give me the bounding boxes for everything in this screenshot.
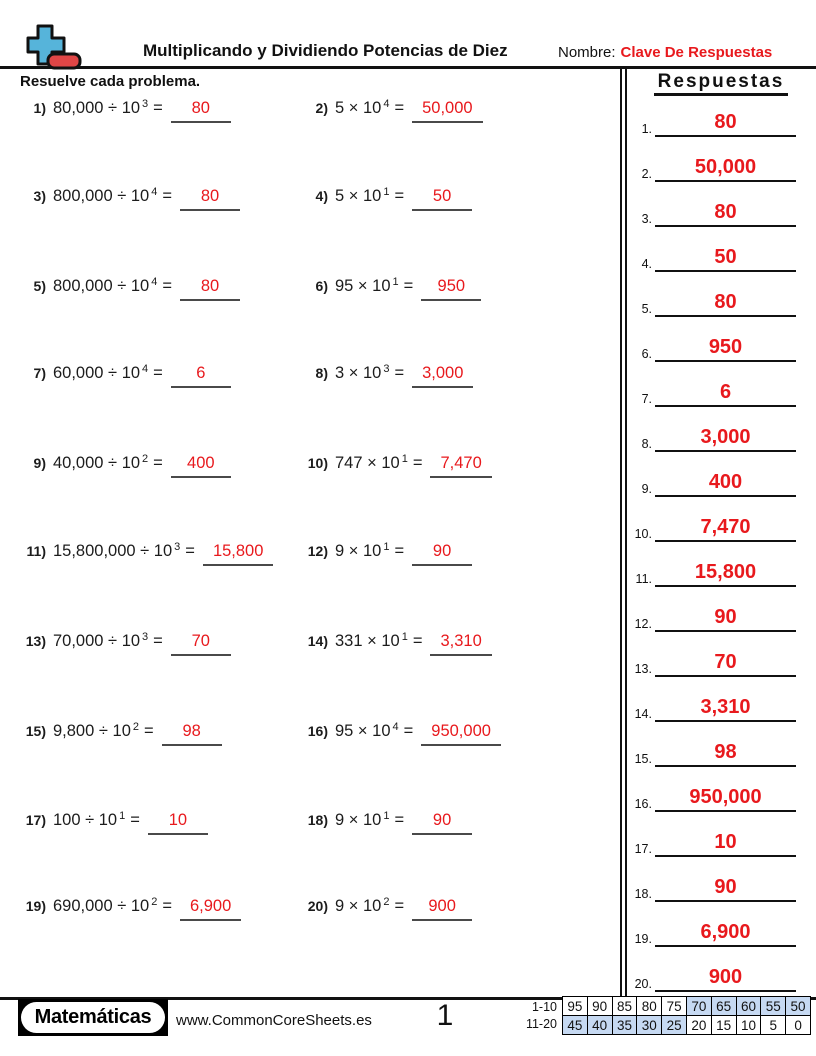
answer-value: 80 — [655, 109, 796, 137]
problem-number: 8) — [315, 365, 328, 381]
answer-number: 16. — [634, 797, 652, 811]
answer-value: 50 — [655, 244, 796, 272]
equals-sign: = — [153, 99, 163, 117]
vertical-divider — [620, 67, 627, 997]
answer-value: 7,470 — [655, 514, 796, 542]
answer-list-item — [628, 242, 796, 272]
answer-value: 10 — [655, 829, 796, 857]
problem-row — [18, 277, 240, 301]
problem-answer-blank: 7,470 — [430, 454, 491, 478]
problem-answer-blank: 80 — [180, 187, 240, 211]
equals-sign: = — [394, 542, 405, 560]
problem-number: 13) — [25, 633, 46, 649]
score-cell: 85 — [613, 997, 637, 1015]
problem-number: 18) — [307, 812, 328, 828]
equals-sign: = — [394, 897, 405, 915]
score-cell: 75 — [662, 997, 686, 1015]
problem-number: 15) — [25, 723, 46, 739]
answer-number: 11. — [635, 572, 652, 586]
answer-number: 13. — [634, 662, 652, 676]
problem-number: 5) — [33, 278, 46, 294]
problem-answer-blank: 50,000 — [412, 99, 482, 123]
problem-row — [18, 542, 273, 566]
problem-number: 9) — [33, 455, 46, 471]
problem-expression: 60,000 ÷ 10 $^4$ = — [53, 363, 163, 382]
exponent: 4 — [142, 363, 149, 375]
answer-number: 5. — [641, 302, 652, 316]
problem-answer-blank: 15,800 — [203, 542, 273, 566]
answer-value: 3,000 — [655, 424, 796, 452]
answer-list-item — [628, 287, 796, 317]
exponent: 3 — [142, 98, 149, 110]
problem-row — [18, 811, 208, 835]
page-number: 1 — [436, 999, 454, 1032]
problem-expression: 80,000 ÷ 10 $^3$ = — [53, 98, 163, 117]
answer-number: 20. — [634, 977, 652, 991]
exponent: 1 — [383, 810, 390, 822]
problem-answer-blank: 3,310 — [430, 632, 491, 656]
score-cell: 40 — [588, 1016, 612, 1034]
problem-expression: 331 × 10 $^1$ = — [335, 631, 423, 650]
score-cell: 90 — [588, 997, 612, 1015]
score-cell: 10 — [737, 1016, 761, 1034]
problem-answer-blank: 80 — [180, 277, 240, 301]
score-cell: 25 — [662, 1016, 686, 1034]
score-cell: 50 — [786, 997, 810, 1015]
equals-sign: = — [130, 811, 140, 829]
answer-list-item — [628, 602, 796, 632]
exponent: 3 — [383, 363, 390, 375]
score-cell: 0 — [786, 1016, 810, 1034]
exponent: 1 — [383, 186, 390, 198]
answers-panel-title: Respuestas — [630, 71, 812, 93]
problem-expression: 15,800,000 ÷ 10 $^3$ = — [53, 541, 195, 560]
problem-number: 2) — [315, 100, 328, 116]
equals-sign: = — [403, 277, 414, 295]
exponent: 3 — [174, 541, 181, 553]
problem-answer-blank: 3,000 — [412, 364, 473, 388]
answer-list-item — [628, 107, 796, 137]
score-table — [562, 996, 811, 1035]
problem-expression: 5 × 10 $^4$ = — [335, 98, 405, 117]
equals-sign: = — [153, 632, 163, 650]
problem-row — [18, 364, 231, 388]
answer-number: 15. — [634, 752, 652, 766]
score-cell: 60 — [737, 997, 761, 1015]
exponent: 2 — [151, 896, 158, 908]
equals-sign: = — [153, 364, 163, 382]
problem-row — [300, 542, 472, 566]
answer-list-item — [628, 377, 796, 407]
problem-expression: 40,000 ÷ 10 $^2$ = — [53, 453, 163, 472]
score-cell: 65 — [712, 997, 736, 1015]
problem-number: 20) — [307, 898, 328, 914]
answer-value: 950,000 — [655, 784, 796, 812]
answer-number: 12. — [634, 617, 652, 631]
problem-number: 1) — [33, 100, 46, 116]
equals-sign: = — [162, 897, 172, 915]
answer-number: 6. — [641, 347, 652, 361]
answer-number: 4. — [641, 257, 652, 271]
exponent: 1 — [383, 541, 390, 553]
answer-list-item — [628, 647, 796, 677]
problem-answer-blank: 50 — [412, 187, 472, 211]
score-cell: 5 — [761, 1016, 785, 1034]
exponent: 1 — [119, 810, 126, 822]
score-cell: 15 — [712, 1016, 736, 1034]
answer-list-item — [628, 332, 796, 362]
problem-expression: 100 ÷ 10 $^1$ = — [53, 810, 140, 829]
minus-icon — [48, 54, 80, 68]
problem-answer-blank: 70 — [171, 632, 231, 656]
equals-sign: = — [185, 542, 195, 560]
answer-list-item — [628, 467, 796, 497]
answer-value: 3,310 — [655, 694, 796, 722]
problem-row — [300, 187, 472, 211]
problem-expression: 800,000 ÷ 10 $^4$ = — [53, 186, 172, 205]
answer-value: 6,900 — [655, 919, 796, 947]
equals-sign: = — [153, 454, 163, 472]
problem-number: 4) — [315, 188, 328, 204]
exponent: 1 — [401, 453, 408, 465]
problem-number: 7) — [33, 365, 46, 381]
answer-number: 9. — [641, 482, 652, 496]
plus-minus-logo — [26, 24, 92, 74]
problem-expression: 95 × 10 $^1$ = — [335, 276, 414, 295]
answer-list-item — [628, 692, 796, 722]
problem-row — [300, 454, 492, 478]
header-rule — [0, 66, 816, 69]
answer-number: 8. — [641, 437, 652, 451]
problem-answer-blank: 80 — [171, 99, 231, 123]
answer-value: 950 — [655, 334, 796, 362]
brand-badge — [18, 999, 168, 1036]
answer-list-item — [628, 872, 796, 902]
problem-answer-blank: 900 — [412, 897, 472, 921]
problem-number: 3) — [33, 188, 46, 204]
problem-row — [300, 722, 501, 746]
answer-value: 98 — [655, 739, 796, 767]
problem-number: 12) — [307, 543, 328, 559]
answer-value: 70 — [655, 649, 796, 677]
exponent: 4 — [151, 186, 158, 198]
answer-number: 7. — [641, 392, 652, 406]
problem-answer-blank: 950 — [421, 277, 481, 301]
problem-expression: 9 × 10 $^1$ = — [335, 541, 405, 560]
problem-answer-blank: 98 — [162, 722, 222, 746]
equals-sign: = — [394, 99, 405, 117]
equals-sign: = — [162, 187, 172, 205]
answer-list-item — [628, 737, 796, 767]
problem-expression: 9 × 10 $^1$ = — [335, 810, 405, 829]
problem-row — [300, 811, 472, 835]
answer-number: 2. — [641, 167, 652, 181]
equals-sign: = — [412, 632, 423, 650]
problem-number: 6) — [315, 278, 328, 294]
problem-number: 11) — [26, 543, 46, 559]
brand-label: Matemáticas — [21, 1002, 165, 1033]
answer-number: 19. — [634, 932, 652, 946]
problem-row — [18, 722, 222, 746]
equals-sign: = — [394, 187, 405, 205]
problem-row — [300, 632, 492, 656]
problem-answer-blank: 90 — [412, 542, 472, 566]
problem-expression: 800,000 ÷ 10 $^4$ = — [53, 276, 172, 295]
answer-number: 10. — [634, 527, 652, 541]
answer-value: 900 — [655, 964, 796, 992]
problem-number: 14) — [307, 633, 328, 649]
answer-number: 14. — [634, 707, 652, 721]
problem-row — [18, 632, 231, 656]
problem-expression: 95 × 10 $^4$ = — [335, 721, 414, 740]
problem-row — [18, 897, 241, 921]
answer-value: 50,000 — [655, 154, 796, 182]
problem-answer-blank: 90 — [412, 811, 472, 835]
problem-expression: 9,800 ÷ 10 $^2$ = — [53, 721, 154, 740]
problem-row — [300, 364, 473, 388]
answer-number: 1. — [641, 122, 652, 136]
problem-answer-blank: 400 — [171, 454, 231, 478]
answer-value: 400 — [655, 469, 796, 497]
problem-expression: 3 × 10 $^3$ = — [335, 363, 405, 382]
score-row1-label: 1-10 — [531, 1000, 557, 1014]
score-cell: 80 — [637, 997, 661, 1015]
exponent: 2 — [142, 453, 149, 465]
answer-value: 6 — [655, 379, 796, 407]
problem-row — [300, 99, 483, 123]
answer-list-item — [628, 962, 796, 992]
answer-list-item — [628, 557, 796, 587]
answer-list-item — [628, 512, 796, 542]
problem-row — [300, 897, 472, 921]
problem-expression: 747 × 10 $^1$ = — [335, 453, 423, 472]
score-cell: 35 — [613, 1016, 637, 1034]
answer-value: 15,800 — [655, 559, 796, 587]
problem-row — [300, 277, 481, 301]
answer-value: 90 — [655, 604, 796, 632]
equals-sign: = — [403, 722, 414, 740]
exponent: 4 — [151, 276, 158, 288]
exponent: 2 — [132, 721, 139, 733]
equals-sign: = — [144, 722, 154, 740]
exponent: 2 — [383, 896, 390, 908]
problem-answer-blank: 6 — [171, 364, 231, 388]
problem-number: 16) — [307, 723, 328, 739]
exponent: 4 — [383, 98, 390, 110]
problem-row — [18, 99, 231, 123]
score-cell: 20 — [687, 1016, 711, 1034]
problem-answer-blank: 6,900 — [180, 897, 241, 921]
answer-list-item — [628, 197, 796, 227]
answer-list-item — [628, 827, 796, 857]
answer-number: 17. — [634, 842, 652, 856]
problem-answer-blank: 950,000 — [421, 722, 501, 746]
answer-value: 90 — [655, 874, 796, 902]
answer-value: 80 — [655, 199, 796, 227]
equals-sign: = — [394, 364, 405, 382]
answer-list-item — [628, 917, 796, 947]
score-cell: 55 — [761, 997, 785, 1015]
score-cell: 45 — [563, 1016, 587, 1034]
problem-expression: 9 × 10 $^2$ = — [335, 896, 405, 915]
problem-answer-blank: 10 — [148, 811, 208, 835]
answer-number: 3. — [641, 212, 652, 226]
answer-value: 80 — [655, 289, 796, 317]
equals-sign: = — [162, 277, 172, 295]
problem-expression: 5 × 10 $^1$ = — [335, 186, 405, 205]
name-label: Nombre: — [558, 44, 616, 61]
problem-number: 19) — [25, 898, 46, 914]
equals-sign: = — [394, 811, 405, 829]
answer-list-item — [628, 152, 796, 182]
instruction-text: Resuelve cada problema. — [20, 73, 201, 90]
answer-number: 18. — [634, 887, 652, 901]
exponent: 4 — [392, 721, 399, 733]
score-cell: 70 — [687, 997, 711, 1015]
answer-key-label: Clave De Respuestas — [620, 44, 773, 61]
problem-expression: 70,000 ÷ 10 $^3$ = — [53, 631, 163, 650]
name-row — [558, 44, 772, 61]
website-text: www.CommonCoreSheets.es — [176, 1012, 372, 1029]
problem-expression: 690,000 ÷ 10 $^2$ = — [53, 896, 172, 915]
score-cell: 95 — [563, 997, 587, 1015]
equals-sign: = — [412, 454, 423, 472]
problem-number: 10) — [307, 455, 328, 471]
page-title: Multiplicando y Dividiendo Potencias de Diez — [143, 41, 508, 60]
answer-list-item — [628, 422, 796, 452]
problem-row — [18, 454, 231, 478]
exponent: 1 — [401, 631, 408, 643]
problem-number: 17) — [25, 812, 46, 828]
score-row2-label: 11-20 — [525, 1017, 557, 1031]
score-cell: 30 — [637, 1016, 661, 1034]
exponent: 3 — [142, 631, 149, 643]
answer-list-item — [628, 782, 796, 812]
problem-row — [18, 187, 240, 211]
exponent: 1 — [392, 276, 399, 288]
